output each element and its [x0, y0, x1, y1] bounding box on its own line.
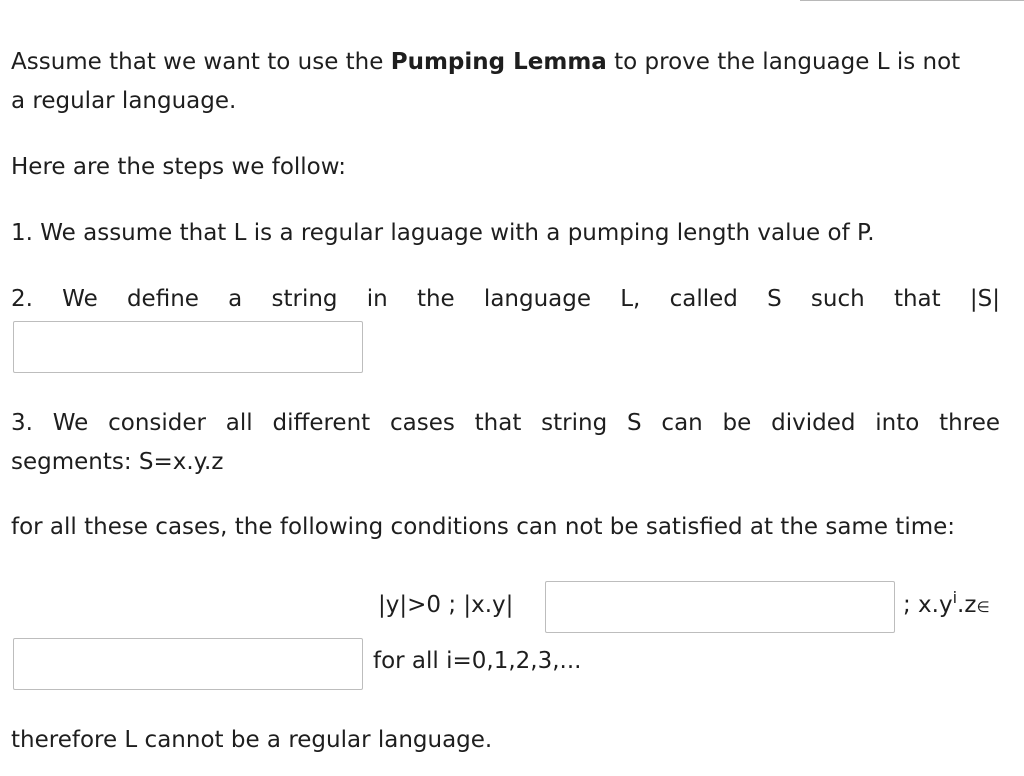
intro-paragraph-line1: [11, 47, 960, 77]
pumped-string-suffix: .z: [957, 592, 977, 618]
element-of-symbol: ∈: [976, 598, 990, 616]
pumping-exponent: i: [952, 588, 958, 607]
pumping-lemma-term: Pumping Lemma: [390, 49, 607, 75]
top-frame-edge: [800, 0, 1024, 1]
pumped-string-prefix: ; x.y: [903, 592, 953, 618]
step-3-line2: segments: S=x.y.z: [11, 449, 224, 475]
steps-heading: Here are the steps we follow:: [11, 154, 347, 180]
step-1-text: 1. We assume that L is a regular laguage with a pumping length value of P.: [11, 220, 875, 246]
intro-text-end: to prove the language L is not: [606, 49, 961, 75]
string-length-answer-input[interactable]: [13, 321, 363, 373]
pumped-string-expression: [903, 590, 990, 622]
conditions-prefix: |y|>0 ; |x.y|: [378, 592, 514, 618]
membership-answer-input[interactable]: [13, 638, 363, 690]
intro-paragraph-line2: a regular language.: [11, 88, 237, 114]
step-3-line1: 3. We consider all different cases that string S can be divided into three: [11, 410, 1000, 436]
for-all-i-text: for all i=0,1,2,3,...: [373, 648, 582, 674]
intro-text-start: Assume that we want to use the: [11, 49, 391, 75]
step-2-text: 2. We define a string in the language L, called S such that |S|: [11, 286, 1000, 312]
conditions-intro: for all these cases, the following conditions can not be satisfied at the same time:: [11, 514, 956, 540]
conclusion-text: therefore L cannot be a regular language.: [11, 727, 493, 753]
xy-length-answer-input[interactable]: [545, 581, 895, 633]
